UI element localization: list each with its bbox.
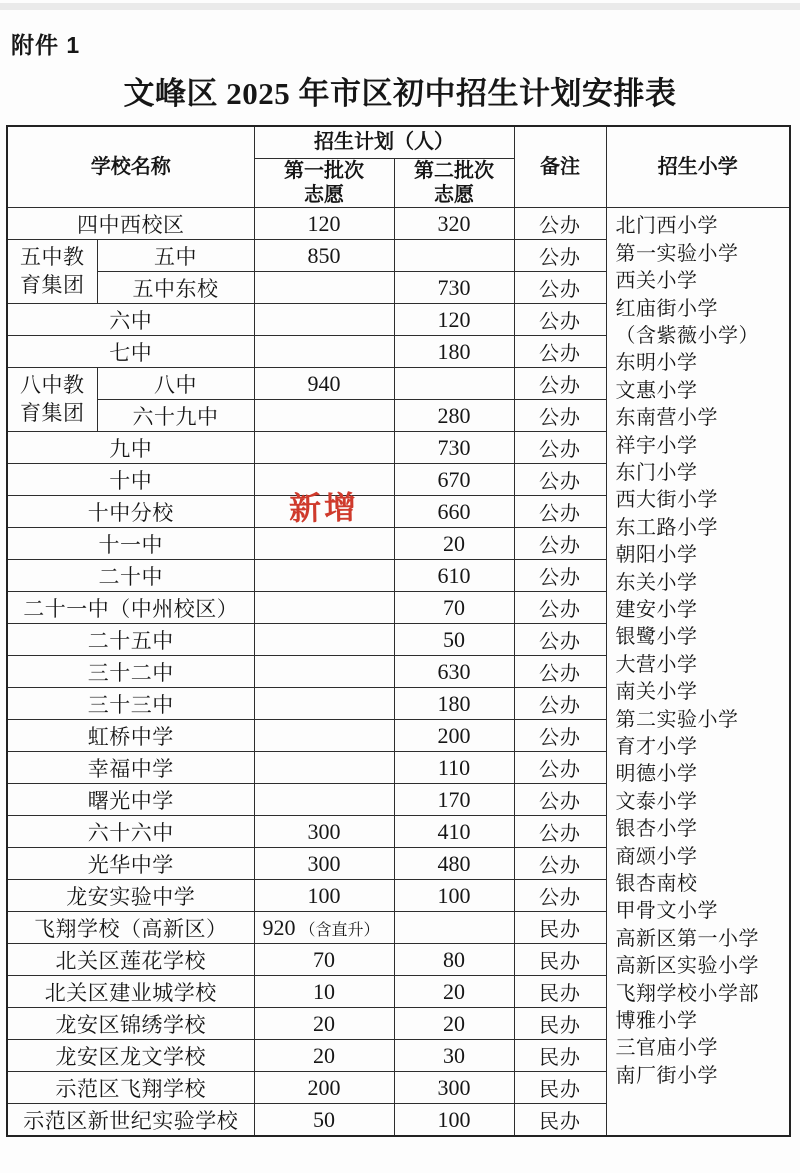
elementary-school-item: 建安小学 (615, 598, 698, 621)
batch1-cell (254, 720, 394, 752)
batch2-cell: 610 (394, 560, 514, 592)
remark-cell: 民办 (514, 912, 606, 944)
school-name-cell: 北关区莲花学校 (7, 944, 254, 976)
elementary-school-item: 朝阳小学 (615, 544, 698, 567)
elementary-school-item: 育才小学 (615, 736, 698, 758)
batch1-cell (254, 976, 394, 1008)
batch2-cell: 70 (394, 592, 514, 624)
batch1-cell (254, 912, 394, 944)
remark-cell: 公办 (514, 336, 606, 368)
batch1-cell (254, 240, 394, 272)
elementary-school-item: 银鹭小学 (615, 626, 698, 649)
batch2-cell: 20 (394, 976, 514, 1008)
school-name-cell: 示范区飞翔学校 (7, 1072, 254, 1104)
header-school-name: 学校名称 (7, 126, 254, 208)
batch1-cell (254, 1072, 394, 1104)
batch2-cell: 480 (394, 848, 514, 880)
batch1-cell (254, 784, 394, 816)
header-batch1-line2: 志愿 (304, 183, 344, 206)
school-name-cell: 四中西校区 (7, 208, 254, 240)
batch1-value: 940 (307, 370, 341, 396)
batch2-cell: 110 (394, 752, 514, 784)
elementary-school-item: 明德小学 (615, 763, 698, 786)
elementary-school-item: 飞翔学校小学部 (615, 982, 759, 1005)
batch2-cell: 670 (394, 464, 514, 496)
elementary-school-item: 东门小学 (615, 461, 698, 484)
school-name-cell: 三十二中 (7, 656, 254, 688)
remark-cell: 公办 (514, 272, 606, 304)
remark-cell: 公办 (514, 624, 606, 656)
remark-cell: 民办 (514, 1008, 606, 1040)
elementary-school-item: 东明小学 (615, 352, 698, 375)
remark-cell: 公办 (514, 304, 606, 336)
school-name-cell: 十一中 (7, 528, 254, 560)
batch1-cell (254, 816, 394, 848)
elementary-school-item: 甲骨文小学 (615, 900, 718, 923)
batch1-cell (254, 1104, 394, 1136)
elementary-school-item: 文泰小学 (615, 790, 698, 813)
batch1-cell (254, 208, 394, 240)
remark-cell: 公办 (514, 880, 606, 912)
remark-cell: 公办 (514, 464, 606, 496)
remark-cell: 公办 (514, 816, 606, 848)
batch2-cell: 120 (394, 304, 514, 336)
school-name-cell: 虹桥中学 (7, 720, 254, 752)
batch1-cell (254, 848, 394, 880)
elementary-list-cell (606, 208, 790, 1136)
batch1-value: 50 (313, 1106, 335, 1132)
header-batch2 (394, 158, 514, 208)
remark-cell: 公办 (514, 784, 606, 816)
elementary-school-item: 东工路小学 (615, 516, 718, 539)
batch2-cell (394, 912, 514, 944)
new-annotation: 新增 (288, 489, 360, 527)
batch1-value: 20 (313, 1010, 335, 1036)
elementary-school-item: 西大街小学 (615, 489, 718, 512)
batch1-cell (254, 624, 394, 656)
elementary-school-item: 银杏南校 (615, 873, 698, 896)
remark-cell: 公办 (514, 752, 606, 784)
batch2-cell (394, 240, 514, 272)
remark-cell: 公办 (514, 208, 606, 240)
remark-cell: 民办 (514, 1072, 606, 1104)
batch2-cell: 630 (394, 656, 514, 688)
batch1-value: 850 (307, 242, 341, 268)
remark-cell: 民办 (514, 1040, 606, 1072)
header-batch1 (254, 158, 394, 208)
school-name-cell: 十中 (7, 464, 254, 496)
batch1-cell (254, 752, 394, 784)
batch1-cell (254, 560, 394, 592)
batch1-cell (254, 400, 394, 432)
remark-cell: 公办 (514, 848, 606, 880)
elementary-school-item: 祥宇小学 (615, 434, 698, 457)
attachment-label: 附件 1 (11, 32, 81, 58)
school-name-cell: 九中 (7, 432, 254, 464)
elementary-school-item: 东南营小学 (615, 407, 718, 430)
batch2-cell: 300 (394, 1072, 514, 1104)
elementary-school-item: 第二实验小学 (615, 708, 739, 731)
batch1-cell (254, 432, 394, 464)
remark-cell: 公办 (514, 560, 606, 592)
school-group-cell: 五中教育集团 (7, 240, 97, 304)
batch2-cell (394, 368, 514, 400)
school-name-cell: 十中分校 (7, 496, 254, 528)
batch1-cell (254, 336, 394, 368)
batch1-value: 300 (307, 850, 341, 876)
elementary-school-item: 南厂街小学 (615, 1064, 718, 1087)
elementary-school-item: 大营小学 (615, 653, 698, 676)
elementary-school-item: 商颂小学 (615, 845, 698, 868)
table-body (7, 208, 790, 1136)
remark-cell: 公办 (514, 400, 606, 432)
batch1-value: 200 (307, 1074, 341, 1100)
batch1-cell (254, 656, 394, 688)
batch1-cell (254, 272, 394, 304)
school-name-cell: 六中 (7, 304, 254, 336)
elementary-school-item: 东关小学 (615, 571, 698, 594)
batch2-cell: 180 (394, 336, 514, 368)
batch1-cell (254, 489, 394, 528)
school-name-cell: 八中 (97, 368, 254, 400)
batch1-cell (254, 688, 394, 720)
batch1-value: 120 (307, 210, 341, 236)
school-name-cell: 幸福中学 (7, 752, 254, 784)
table-header (7, 126, 790, 208)
header-remark: 备注 (514, 126, 606, 208)
school-name-cell: 七中 (7, 336, 254, 368)
batch1-value: 20 (313, 1042, 335, 1068)
batch2-cell: 180 (394, 688, 514, 720)
scan-artifact-band (0, 3, 800, 10)
school-name-cell: 六十九中 (97, 400, 254, 432)
school-name-cell: 二十中 (7, 560, 254, 592)
elementary-school-item: （含紫薇小学） (615, 324, 759, 347)
batch1-value: 10 (313, 978, 335, 1004)
batch1-note: （含直升） (295, 921, 380, 939)
header-batch2-line2: 志愿 (434, 183, 474, 206)
elementary-school-item: 文惠小学 (615, 379, 698, 402)
batch2-cell: 660 (394, 496, 514, 528)
elementary-school-item: 南关小学 (615, 681, 698, 704)
batch1-cell (254, 1040, 394, 1072)
school-name-cell: 五中东校 (97, 272, 254, 304)
page-title: 文峰区 2025 年市区初中招生计划安排表 (123, 76, 677, 111)
elementary-school-item: 高新区实验小学 (615, 955, 759, 978)
batch1-cell (254, 528, 394, 560)
school-name-cell: 示范区新世纪实验学校 (7, 1104, 254, 1136)
remark-cell: 公办 (514, 656, 606, 688)
enrollment-table (6, 125, 791, 1137)
batch2-cell: 200 (394, 720, 514, 752)
batch2-cell: 20 (394, 1008, 514, 1040)
batch2-cell: 100 (394, 1104, 514, 1136)
school-name-cell: 曙光中学 (7, 784, 254, 816)
batch2-cell: 30 (394, 1040, 514, 1072)
school-name-cell: 飞翔学校（高新区） (7, 912, 254, 944)
school-name-cell: 二十五中 (7, 624, 254, 656)
elementary-school-item: 银杏小学 (615, 818, 698, 841)
elementary-school-item: 高新区第一小学 (615, 927, 759, 950)
remark-cell: 公办 (514, 368, 606, 400)
batch2-cell: 50 (394, 624, 514, 656)
school-name-cell: 北关区建业城学校 (7, 976, 254, 1008)
remark-cell: 公办 (514, 240, 606, 272)
remark-cell: 公办 (514, 432, 606, 464)
elementary-school-item: 博雅小学 (615, 1010, 698, 1033)
batch2-cell: 80 (394, 944, 514, 976)
school-name-cell: 五中 (97, 240, 254, 272)
remark-cell: 公办 (514, 592, 606, 624)
elementary-school-item: 第一实验小学 (615, 242, 739, 265)
batch1-cell (254, 944, 394, 976)
elementary-school-item: 红庙街小学 (615, 297, 718, 320)
elementary-school-item: 北门西小学 (615, 215, 718, 238)
remark-cell: 公办 (514, 496, 606, 528)
batch2-cell: 100 (394, 880, 514, 912)
batch2-cell: 730 (394, 272, 514, 304)
batch1-cell (254, 592, 394, 624)
remark-cell: 民办 (514, 1104, 606, 1136)
batch1-value: 300 (307, 818, 341, 844)
school-name-cell: 龙安区锦绣学校 (7, 1008, 254, 1040)
batch2-cell: 730 (394, 432, 514, 464)
batch1-cell (254, 304, 394, 336)
header-elementary: 招生小学 (606, 126, 790, 208)
header-batch2-line1: 第二批次 (414, 159, 494, 182)
school-name-cell: 二十一中（中州校区） (7, 592, 254, 624)
school-name-cell: 光华中学 (7, 848, 254, 880)
batch2-cell: 280 (394, 400, 514, 432)
batch1-cell (254, 368, 394, 400)
batch1-cell (254, 1008, 394, 1040)
remark-cell: 民办 (514, 944, 606, 976)
batch1-value: 100 (307, 882, 341, 908)
table-row (7, 208, 790, 240)
batch2-cell: 170 (394, 784, 514, 816)
school-name-cell: 龙安实验中学 (7, 880, 254, 912)
batch2-cell: 410 (394, 816, 514, 848)
batch2-cell: 20 (394, 528, 514, 560)
school-name-cell: 三十三中 (7, 688, 254, 720)
batch2-cell: 320 (394, 208, 514, 240)
school-name-cell: 六十六中 (7, 816, 254, 848)
batch1-cell (254, 880, 394, 912)
school-name-cell: 龙安区龙文学校 (7, 1040, 254, 1072)
remark-cell: 公办 (514, 688, 606, 720)
elementary-school-item: 西关小学 (615, 270, 698, 293)
school-group-cell: 八中教育集团 (7, 368, 97, 432)
elementary-school-item: 三官庙小学 (615, 1037, 718, 1060)
header-plan-group: 招生计划（人） (254, 126, 514, 158)
batch1-value: 920 (262, 914, 296, 940)
remark-cell: 公办 (514, 528, 606, 560)
remark-cell: 公办 (514, 720, 606, 752)
remark-cell: 民办 (514, 976, 606, 1008)
batch1-value: 70 (313, 946, 335, 972)
header-batch1-line1: 第一批次 (284, 159, 364, 182)
